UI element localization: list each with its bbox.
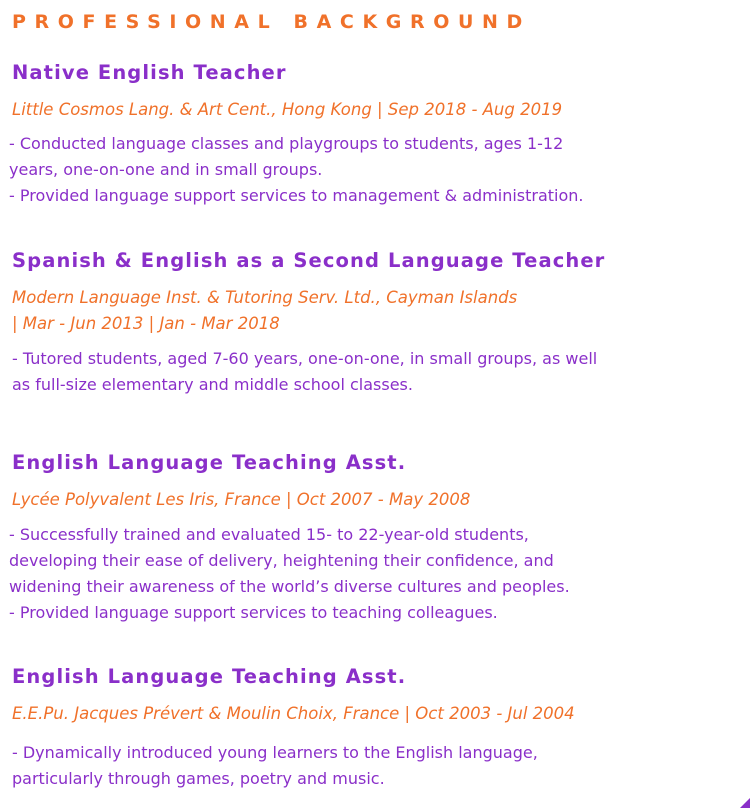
job-desc-line: - Tutored students, aged 7-60 years, one-on-one, in small groups, as well bbox=[12, 349, 598, 368]
job-employer-dates bbox=[12, 487, 702, 513]
section-title: PROFESSIONAL BACKGROUND bbox=[12, 11, 531, 33]
job-meta-line: Lycée Polyvalent Les Iris, France | Oct 2007 - May 2008 bbox=[12, 490, 471, 509]
job-description bbox=[9, 131, 702, 209]
job-title: Spanish & English as a Second Language Teacher bbox=[12, 249, 606, 272]
job-desc-line: widening their awareness of the world’s diverse cultures and peoples. bbox=[9, 577, 570, 596]
job-desc-line: - Conducted language classes and playgroups to students, ages 1-12 bbox=[9, 134, 564, 153]
job-title: English Language Teaching Asst. bbox=[12, 451, 407, 474]
job-description bbox=[9, 522, 702, 626]
job-employer-dates bbox=[12, 285, 702, 337]
job-meta-line: Little Cosmos Lang. & Art Cent., Hong Kong | Sep 2018 - Aug 2019 bbox=[12, 100, 563, 119]
job-meta-line: | Mar - Jun 2013 | Jan - Mar 2018 bbox=[12, 314, 280, 333]
job-desc-line: - Provided language support services to management & administration. bbox=[9, 186, 584, 205]
corner-decoration bbox=[740, 798, 750, 808]
job-desc-line: - Dynamically introduced young learners to the English language, bbox=[12, 743, 538, 762]
job-employer-dates bbox=[12, 701, 702, 727]
job-desc-line: particularly through games, poetry and music. bbox=[12, 769, 385, 788]
job-desc-line: - Successfully trained and evaluated 15- to 22-year-old students, bbox=[9, 525, 529, 544]
job-desc-line: developing their ease of delivery, heightening their confidence, and bbox=[9, 551, 554, 570]
job-meta-line: Modern Language Inst. & Tutoring Serv. Ltd., Cayman Islands bbox=[12, 288, 518, 307]
job-employer-dates bbox=[12, 97, 702, 123]
job-description bbox=[12, 346, 702, 398]
job-entry bbox=[9, 60, 702, 209]
job-desc-line: - Provided language support services to teaching colleagues. bbox=[9, 603, 498, 622]
job-entry bbox=[12, 664, 702, 792]
job-entry bbox=[12, 248, 702, 398]
job-desc-line: years, one-on-one and in small groups. bbox=[9, 160, 323, 179]
job-meta-line: E.E.Pu. Jacques Prévert & Moulin Choix, France | Oct 2003 - Jul 2004 bbox=[12, 704, 575, 723]
job-title: Native English Teacher bbox=[12, 61, 287, 84]
job-desc-line: as full-size elementary and middle school classes. bbox=[12, 375, 413, 394]
job-description bbox=[12, 740, 702, 792]
job-entry bbox=[9, 450, 702, 626]
job-title: English Language Teaching Asst. bbox=[12, 665, 407, 688]
